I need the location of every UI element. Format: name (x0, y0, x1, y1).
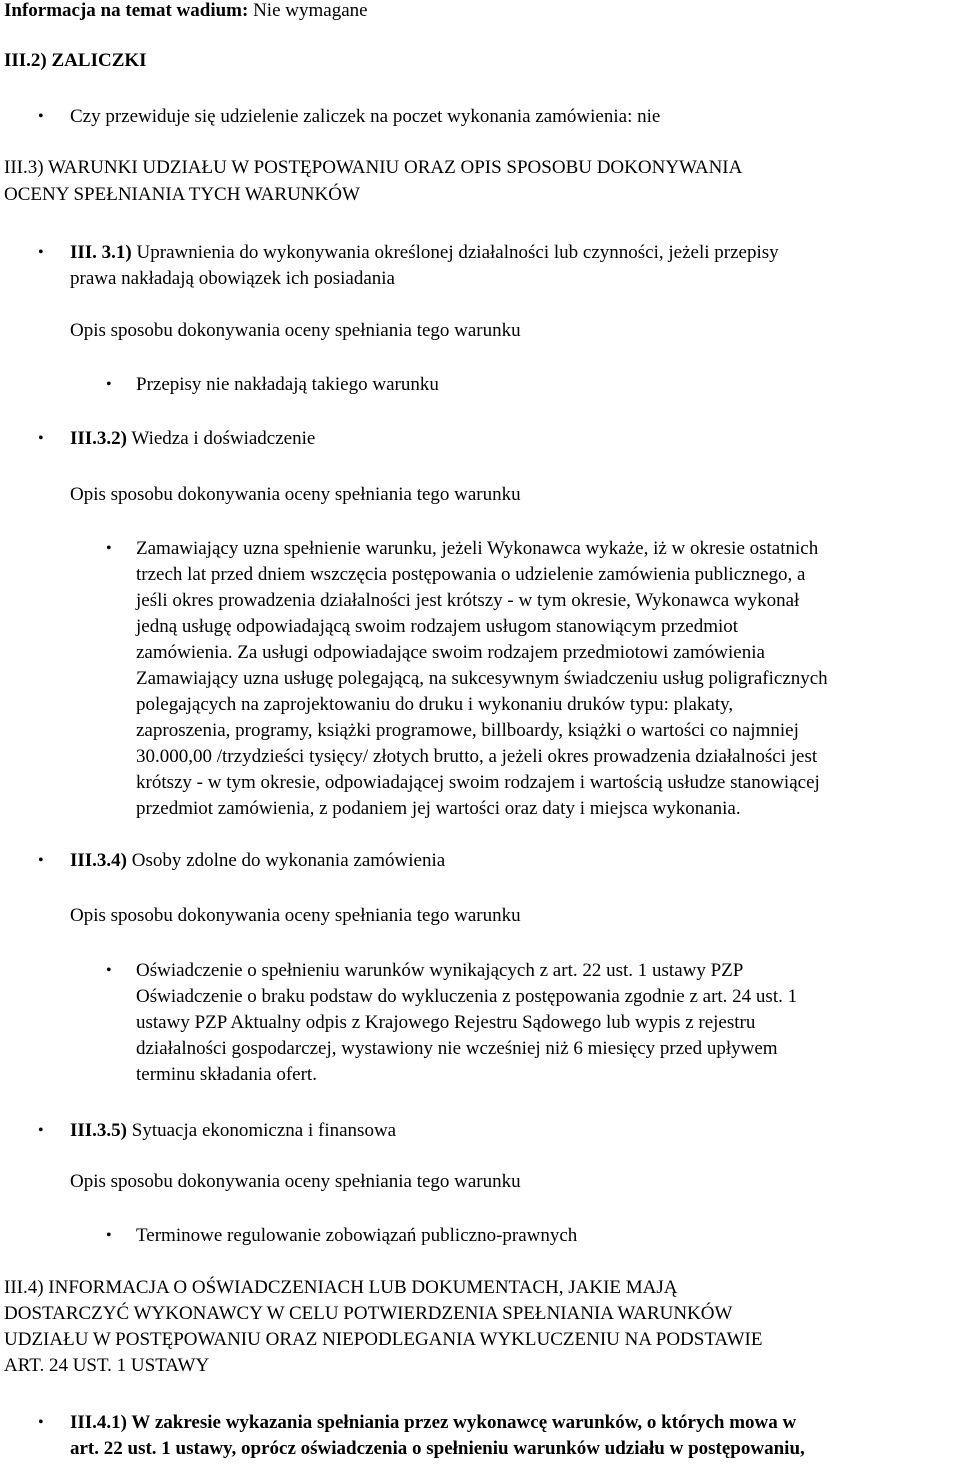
detail-line: 30.000,00 /trzydzieści tysięcy/ złotych brutto, a jeżeli okres prowadzenia działalności jest (136, 746, 818, 767)
section-3-2-title-text: Wiedza i doświadczenie (127, 428, 316, 449)
section-3-5-title-text: Sytuacja ekonomiczna i finansowa (127, 1120, 397, 1141)
section-3-4-detail (136, 958, 797, 1088)
detail-line: terminu składania ofert. (136, 1064, 317, 1085)
section-3-5-prefix: III.3.5) (70, 1120, 128, 1141)
heading-line: III.4) INFORMACJA O OŚWIADCZENIACH LUB DOKUMENTACH, JAKIE MAJĄ (4, 1277, 678, 1298)
warunki-heading-line-1: III.3) WARUNKI UDZIAŁU W POSTĘPOWANIU ORAZ OPIS SPOSOBU DOKONYWANIA (4, 157, 743, 178)
section-3-1-prefix: III. 3.1) (70, 242, 132, 263)
heading-line: DOSTARCZYĆ WYKONAWCY W CELU POTWIERDZENIA SPEŁNIANIA WARUNKÓW (4, 1303, 733, 1324)
section-3-5-title (70, 1118, 396, 1144)
section-3-1-title-line-1 (70, 240, 779, 266)
section-3-2-title (70, 426, 315, 452)
zaliczki-heading: III.2) ZALICZKI (4, 50, 147, 71)
bullet-icon: • (106, 540, 112, 557)
zaliczki-item: Czy przewiduje się udzielenie zaliczek na poczet wykonania zamówienia: nie (70, 106, 661, 127)
detail-line: zaproszenia, programy, książki programowe, billboardy, książki o wartości co najmniej (136, 720, 799, 741)
opis-label: Opis sposobu dokonywania oceny spełniania tego warunku (70, 320, 521, 341)
heading-line: ART. 24 UST. 1 USTAWY (4, 1355, 210, 1376)
bullet-icon: • (38, 430, 44, 447)
bullet-icon: • (106, 962, 112, 979)
bullet-icon: • (106, 1227, 112, 1244)
detail-line: zamówienia. Za usługi odpowiadające swoim rodzajem przedmiotowi zamówienia (136, 642, 765, 663)
informacja-item-line-1: III.4.1) W zakresie wykazania spełniania przez wykonawcę warunków, o których mowa w (70, 1412, 797, 1433)
detail-line: Oświadczenie o braku podstaw do wykluczenia z postępowania zgodnie z art. 24 ust. 1 (136, 986, 798, 1007)
wadium-value: Nie wymagane (248, 0, 368, 21)
opis-label: Opis sposobu dokonywania oceny spełniania tego warunku (70, 1171, 521, 1192)
informacja-heading (4, 1275, 763, 1379)
section-3-2-detail (136, 536, 828, 822)
opis-label: Opis sposobu dokonywania oceny spełniania tego warunku (70, 484, 521, 505)
section-3-4-title (70, 848, 445, 874)
opis-label: Opis sposobu dokonywania oceny spełniania tego warunku (70, 905, 521, 926)
detail-line: trzech lat przed dniem wszczęcia postępowania o udzielenie zamówienia publicznego, a (136, 564, 806, 585)
warunki-heading-line-2: OCENY SPEŁNIANIA TYCH WARUNKÓW (4, 184, 360, 205)
detail-line: krótszy - w tym okresie, odpowiadającej swoim rodzajem i wartością usłudze stanowiącej (136, 772, 820, 793)
informacja-item-line-2: art. 22 ust. 1 ustawy, oprócz oświadczenia o spełnieniu warunków udziału w postępowaniu, (70, 1438, 805, 1459)
bullet-icon: • (106, 376, 112, 393)
detail-line: ustawy PZP Aktualny odpis z Krajowego Rejestru Sądowego lub wypis z rejestru (136, 1012, 756, 1033)
wadium-label: Informacja na temat wadium: (4, 0, 249, 21)
section-3-1-title-text: Uprawnienia do wykonywania określonej działalności lub czynności, jeżeli przepisy (131, 242, 779, 263)
bullet-icon: • (38, 1414, 44, 1431)
section-3-4-prefix: III.3.4) (70, 850, 128, 871)
section-3-1-detail: Przepisy nie nakładają takiego warunku (136, 374, 439, 395)
bullet-icon: • (38, 244, 44, 261)
detail-line: Zamawiający uzna spełnienie warunku, jeżeli Wykonawca wykaże, iż w okresie ostatnich (136, 538, 819, 559)
bullet-icon: • (38, 852, 44, 869)
detail-line: Zamawiający uzna usługę polegającą, na sukcesywnym świadczeniu usług poligraficznych (136, 668, 828, 689)
section-3-4-title-text: Osoby zdolne do wykonania zamówienia (127, 850, 446, 871)
detail-line: jeśli okres prowadzenia działalności jest krótszy - w tym okresie, Wykonawca wykonał (136, 590, 800, 611)
section-3-1-title-line-2: prawa nakładają obowiązek ich posiadania (70, 268, 395, 289)
bullet-icon: • (38, 108, 44, 125)
section-3-2-prefix: III.3.2) (70, 428, 128, 449)
wadium-line (4, 0, 368, 24)
bullet-icon: • (38, 1122, 44, 1139)
detail-line: jedną usługę odpowiadającą swoim rodzajem usługom stanowiącym przedmiot (136, 616, 739, 637)
detail-line: polegających na zaprojektowaniu do druku i wykonaniu druków typu: plakaty, (136, 694, 734, 715)
section-3-5-detail: Terminowe regulowanie zobowiązań publiczno-prawnych (136, 1225, 578, 1246)
detail-line: przedmiot zamówienia, z podaniem jej wartości oraz daty i miejsca wykonania. (136, 798, 741, 819)
heading-line: UDZIAŁU W POSTĘPOWANIU ORAZ NIEPODLEGANIA WYKLUCZENIU NA PODSTAWIE (4, 1329, 763, 1350)
detail-line: Oświadczenie o spełnieniu warunków wynikających z art. 22 ust. 1 ustawy PZP (136, 960, 744, 981)
detail-line: działalności gospodarczej, wystawiony nie wcześniej niż 6 miesięcy przed upływem (136, 1038, 778, 1059)
